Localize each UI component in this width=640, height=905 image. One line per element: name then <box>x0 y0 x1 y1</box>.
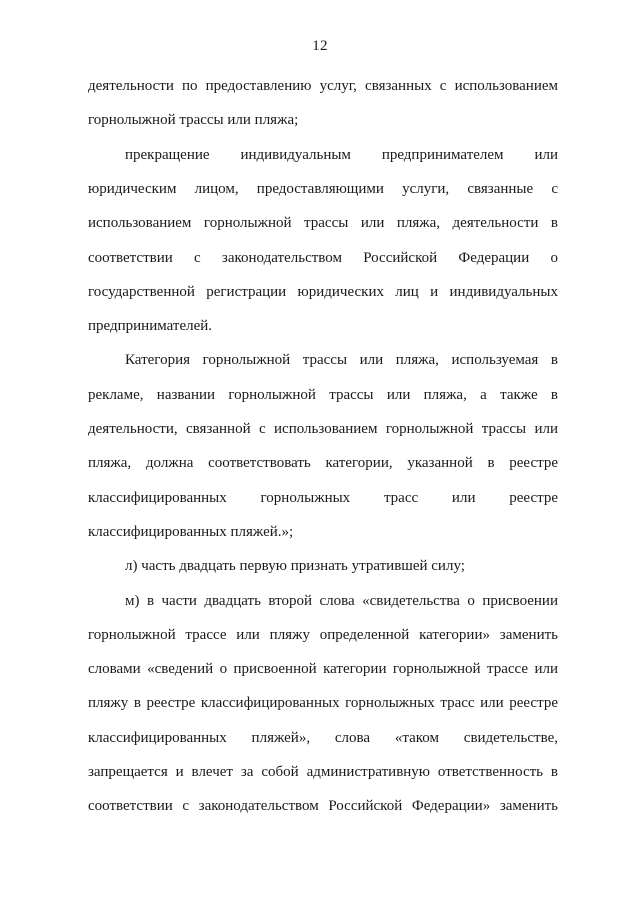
text-line: запрещается и влечет за собой административную ответственность в <box>88 764 558 780</box>
text-line: деятельности по предоставлению услуг, связанных с использованием <box>88 78 558 94</box>
text-line: предпринимателей. <box>88 318 213 334</box>
text-line: классифицированных пляжей», слова «таком свидетельстве, <box>88 730 558 746</box>
text-line: л) часть двадцать первую признать утратившей силу; <box>125 558 465 574</box>
text-line: пляжу в реестре классифицированных горнолыжных трасс или реестре <box>88 695 558 711</box>
text-line: м) в части двадцать второй слова «свидетельства о присвоении <box>125 593 558 609</box>
text-line: соответствии с законодательством Российской Федерации» заменить <box>88 798 558 814</box>
text-line: классифицированных горнолыжных трасс или реестре <box>88 490 558 506</box>
text-line: юридическим лицом, предоставляющими услуги, связанные с <box>88 181 558 197</box>
text-line: использованием горнолыжной трассы или пляжа, деятельности в <box>88 215 558 231</box>
text-line: деятельности, связанной с использованием горнолыжной трассы или <box>88 421 558 437</box>
text-line: соответствии с законодательством Российской Федерации о <box>88 250 558 266</box>
text-line: словами «сведений о присвоенной категории горнолыжной трассе или <box>88 661 558 677</box>
text-line: пляжа, должна соответствовать категории, указанной в реестре <box>88 455 558 471</box>
text-line: государственной регистрации юридических лиц и индивидуальных <box>88 284 558 300</box>
page-number: 12 <box>312 38 328 54</box>
text-line: прекращение индивидуальным предпринимателем или <box>125 147 558 163</box>
text-line: рекламе, названии горнолыжной трассы или пляжа, а также в <box>88 387 558 403</box>
text-line: Категория горнолыжной трассы или пляжа, используемая в <box>125 352 558 368</box>
text-line: классифицированных пляжей.»; <box>88 524 294 540</box>
text-line: горнолыжной трассы или пляжа; <box>88 112 299 128</box>
text-line: горнолыжной трассе или пляжу определенной категории» заменить <box>88 627 558 643</box>
